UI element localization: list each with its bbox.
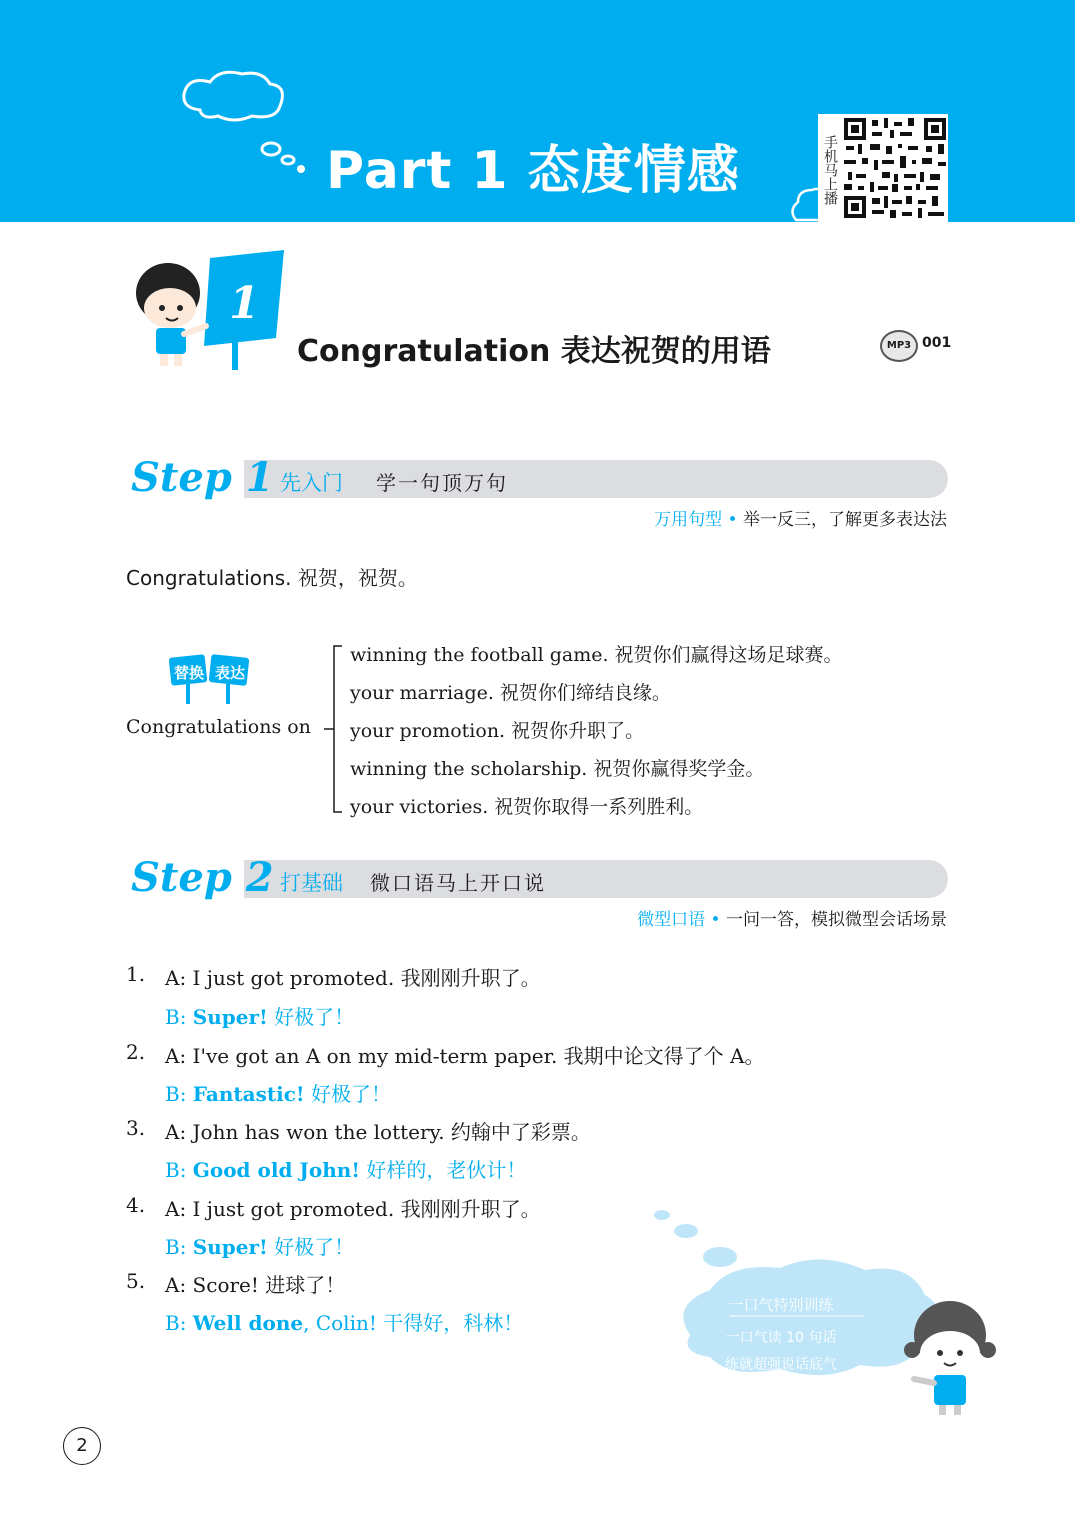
option-5: your victories. 祝贺你取得一系列胜利。 [350, 796, 704, 818]
cloud-decoration [170, 70, 320, 190]
qr-code-icon[interactable] [842, 116, 948, 220]
lesson-title: Congratulation 表达祝贺的用语 [297, 334, 771, 369]
boy-with-sign-illustration [126, 248, 298, 372]
step1-caption-blue: 万用句型 [654, 510, 723, 530]
mp3-badge[interactable]: MP3 [880, 330, 918, 362]
substitution-badge [164, 650, 260, 706]
option-3: your promotion. 祝贺你升职了。 [350, 720, 645, 742]
step1-label: Step 1 [131, 454, 274, 501]
dialogue-number: 5. [126, 1269, 146, 1293]
step1-caption: 万用句型 • 举一反三，了解更多表达法 [654, 510, 947, 530]
qr-label: 手机马上播 [822, 134, 838, 205]
mp3-track-number: 001 [922, 335, 952, 351]
badge-word-1: 替换 [174, 664, 205, 682]
step1-caption-black: 举一反三，了解更多表达法 [743, 510, 947, 530]
dialogue-a: A: I just got promoted. 我刚刚升职了。 [165, 966, 541, 990]
step2-bar [244, 860, 948, 898]
step1-title: 先入门 [280, 471, 343, 495]
step2-caption-blue: 微型口语 [637, 910, 706, 930]
step2-subtitle: 微口语马上开口说 [370, 871, 546, 895]
option-4: winning the scholarship. 祝贺你赢得奖学金。 [350, 758, 765, 780]
step1-subtitle: 学一句顶万句 [376, 471, 508, 495]
brace [318, 640, 348, 820]
dialogue-b: B: Super! 好极了！ [165, 1005, 355, 1029]
dialogue-number: 3. [126, 1116, 146, 1140]
step2-title: 打基础 [280, 871, 343, 895]
substitution-stem: Congratulations on [126, 716, 311, 738]
lesson-number: 1 [229, 278, 260, 329]
cloud-title: 一口气特别训练 [728, 1296, 834, 1314]
dialogue-b: B: Well done, Colin! 干得好，科林！ [165, 1311, 524, 1335]
option-2: your marriage. 祝贺你们缔结良缘。 [350, 682, 671, 704]
badge-word-2: 表达 [215, 664, 246, 682]
dialogue-a: A: I just got promoted. 我刚刚升职了。 [165, 1197, 541, 1221]
part-title: Part 1 态度情感 [326, 141, 740, 201]
step2-caption-black: 一问一答，模拟微型会话场景 [726, 910, 947, 930]
dialogue-a: A: Score! 进球了！ [165, 1273, 346, 1297]
dialogue-number: 4. [126, 1193, 146, 1217]
step2-label: Step 2 [131, 854, 274, 901]
page-number: 2 [63, 1427, 101, 1465]
cloud-line-1: 一口气读 10 句话 [725, 1330, 837, 1346]
dialogue-a: A: John has won the lottery. 约翰中了彩票。 [165, 1120, 591, 1144]
dialogue-b: B: Super! 好极了！ [165, 1235, 355, 1259]
option-1: winning the football game. 祝贺你们赢得这场足球赛。 [350, 644, 843, 666]
step1-bar [244, 460, 948, 498]
main-sentence: Congratulations. 祝贺，祝贺。 [126, 566, 418, 590]
dialogue-b: B: Good old John! 好样的，老伙计！ [165, 1158, 527, 1182]
dialogue-a: A: I've got an A on my mid-term paper. 我期中论文得了个 A。 [165, 1044, 765, 1068]
step2-caption: 微型口语 • 一问一答，模拟微型会话场景 [637, 910, 947, 930]
cloud-line-2: 练就超强说话底气 [725, 1357, 837, 1373]
dialogue-number: 2. [126, 1040, 146, 1064]
dialogue-b: B: Fantastic! 好极了！ [165, 1082, 392, 1106]
dialogue-number: 1. [126, 962, 146, 986]
